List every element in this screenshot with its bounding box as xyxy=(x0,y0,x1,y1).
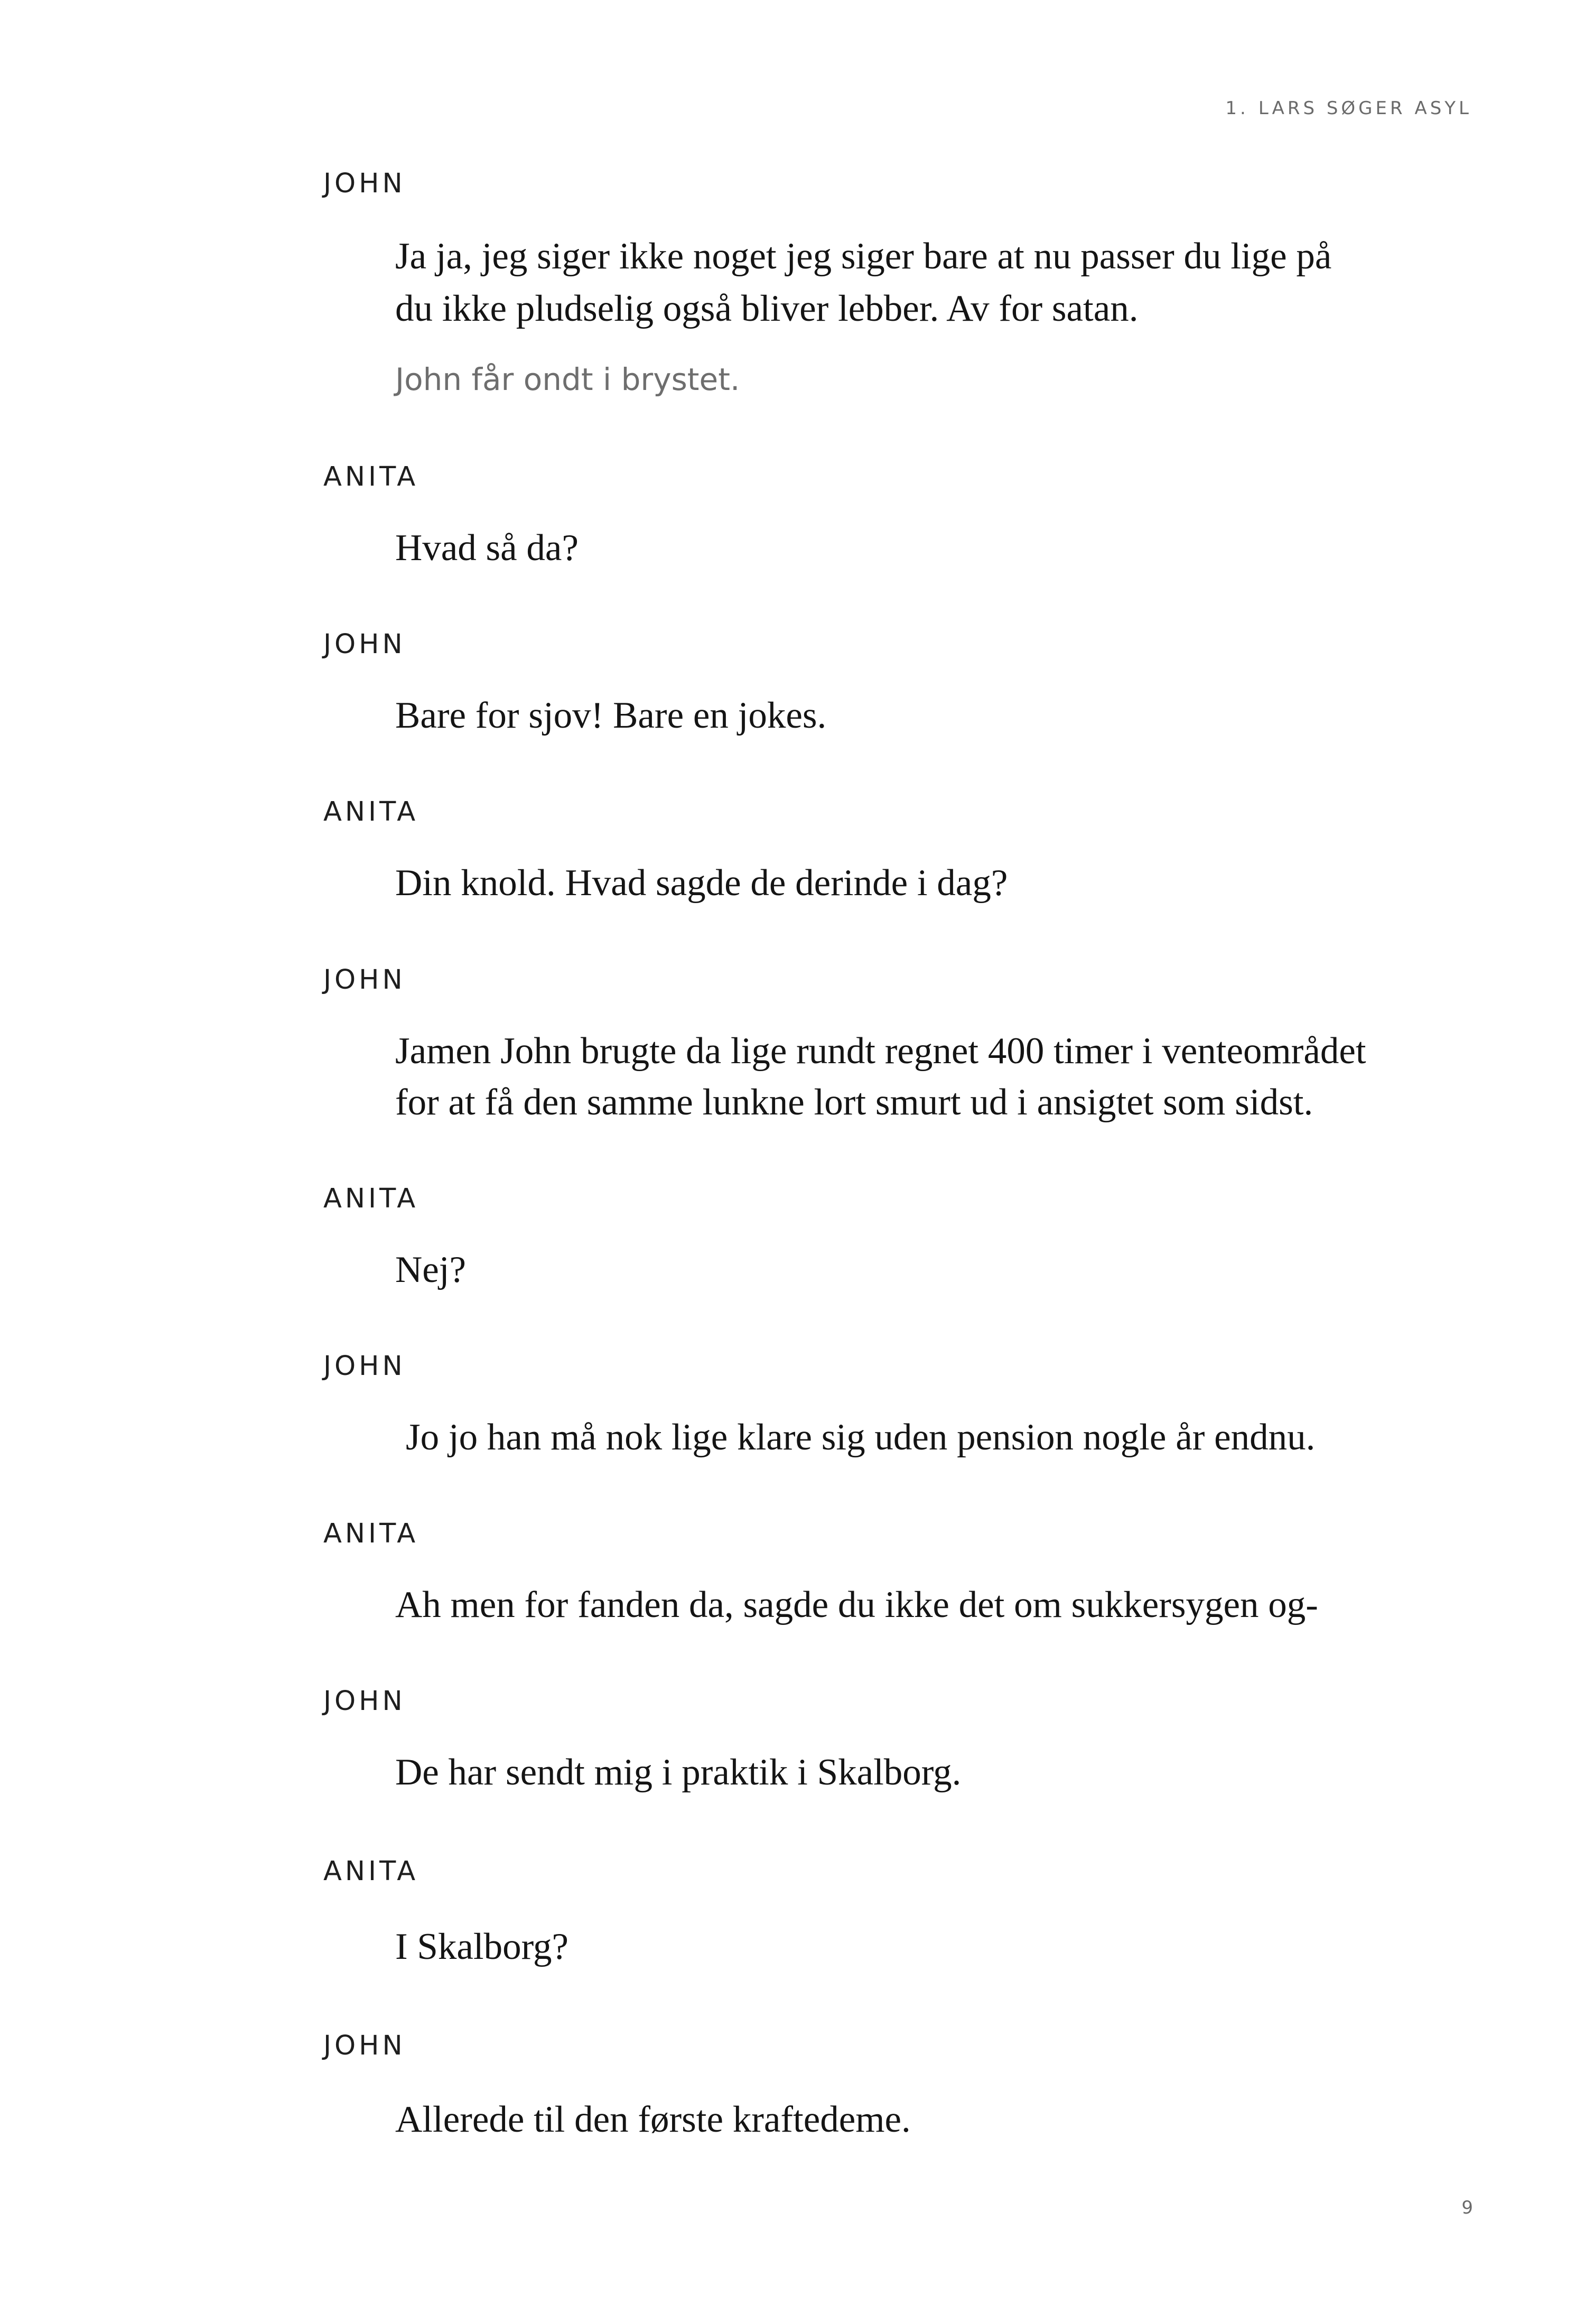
speaker-name: ANITA xyxy=(323,1183,419,1214)
dialogue-line: Bare for sjov! Bare en jokes. xyxy=(395,695,827,736)
speaker-name: JOHN xyxy=(323,629,406,660)
dialogue-line: Allerede til den første kraftedeme. xyxy=(395,2099,911,2140)
dialogue-line: Jo jo han må nok lige klare sig uden pension nogle år endnu. xyxy=(406,1417,1316,1458)
speaker-name: ANITA xyxy=(323,1518,419,1549)
dialogue-line: Ja ja, jeg siger ikke noget jeg siger bare at nu passer du lige på xyxy=(395,236,1332,277)
dialogue-line: I Skalborg? xyxy=(395,1926,568,1967)
dialogue-line: for at få den samme lunkne lort smurt ud i ansigtet som sidst. xyxy=(395,1082,1313,1123)
running-head xyxy=(1225,98,1472,119)
speaker-name: ANITA xyxy=(323,1856,419,1887)
dialogue-line: Jamen John brugte da lige rundt regnet 400 timer i venteområdet xyxy=(395,1030,1366,1072)
speaker-name: ANITA xyxy=(323,796,419,828)
page-number: 9 xyxy=(1461,2197,1473,2218)
chapter-number: 1. xyxy=(1225,98,1249,119)
speaker-name: JOHN xyxy=(323,1351,406,1382)
dialogue-line: Hvad så da? xyxy=(395,527,579,569)
speaker-name: JOHN xyxy=(323,2030,406,2061)
speaker-name: ANITA xyxy=(323,461,419,492)
dialogue-line: du ikke pludselig også bliver lebber. Av for satan. xyxy=(395,288,1139,329)
chapter-title: LARS SØGER ASYL xyxy=(1258,98,1472,119)
stage-direction: John får ondt i brystet. xyxy=(395,361,740,397)
dialogue-line: Nej? xyxy=(395,1249,467,1290)
dialogue-line: De har sendt mig i praktik i Skalborg. xyxy=(395,1752,962,1793)
dialogue-line: Ah men for fanden da, sagde du ikke det om sukkersygen og- xyxy=(395,1584,1318,1625)
speaker-name: JOHN xyxy=(323,964,406,996)
speaker-name: JOHN xyxy=(323,168,406,199)
dialogue-line: Din knold. Hvad sagde de derinde i dag? xyxy=(395,862,1008,904)
speaker-name: JOHN xyxy=(323,1686,406,1717)
